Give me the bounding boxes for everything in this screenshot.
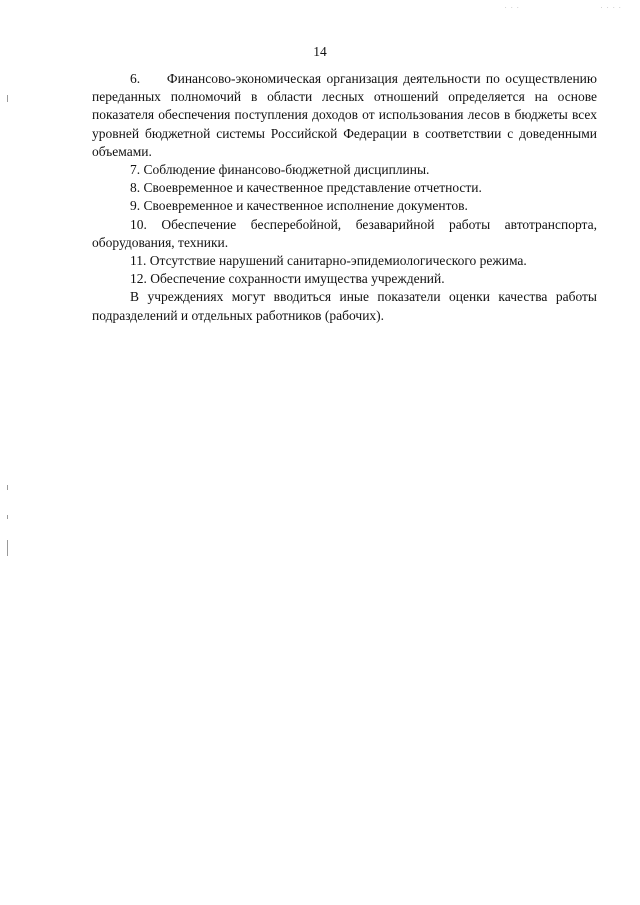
paragraph-item-11: 11. Отсутствие нарушений санитарно-эпидемиологического режима.: [130, 253, 527, 269]
scan-artifact-margin-mark: [7, 515, 8, 519]
page-number: 14: [313, 44, 327, 59]
paragraph-closing: В учреждениях могут вводиться иные показатели оценки качества работы подразделений и отдельных работников (рабочих).: [92, 289, 597, 323]
scan-artifact-top-center: · · ·: [504, 4, 520, 12]
paragraph-item-10: 10. Обеспечение бесперебойной, безаварийной работы автотранспорта, оборудования, техники.: [92, 216, 597, 250]
scan-artifact-margin-mark: [7, 95, 8, 102]
scan-artifact-margin-mark: [7, 540, 8, 556]
document-body: [92, 70, 597, 325]
scan-artifact-top-right: · · · ·: [600, 4, 622, 12]
paragraph-item-6: 6. Финансово-экономическая организация деятельности по осуществлению переданных полномочий в области лесных отношений определяется на основе показателя обеспечения поступления доходов от использования лесов в бюджеты всех уровней бюджетной системы Российской Федерации в соответствии с доведенными объемами.: [92, 71, 597, 159]
scan-artifact-margin-mark: [7, 485, 8, 490]
paragraph-item-9: 9. Своевременное и качественное исполнение документов.: [130, 198, 468, 214]
paragraph-item-12: 12. Обеспечение сохранности имущества учреждений.: [130, 271, 445, 287]
paragraph-item-7: 7. Соблюдение финансово-бюджетной дисциплины.: [130, 162, 430, 178]
paragraph-item-8: 8. Своевременное и качественное представление отчетности.: [130, 180, 482, 196]
